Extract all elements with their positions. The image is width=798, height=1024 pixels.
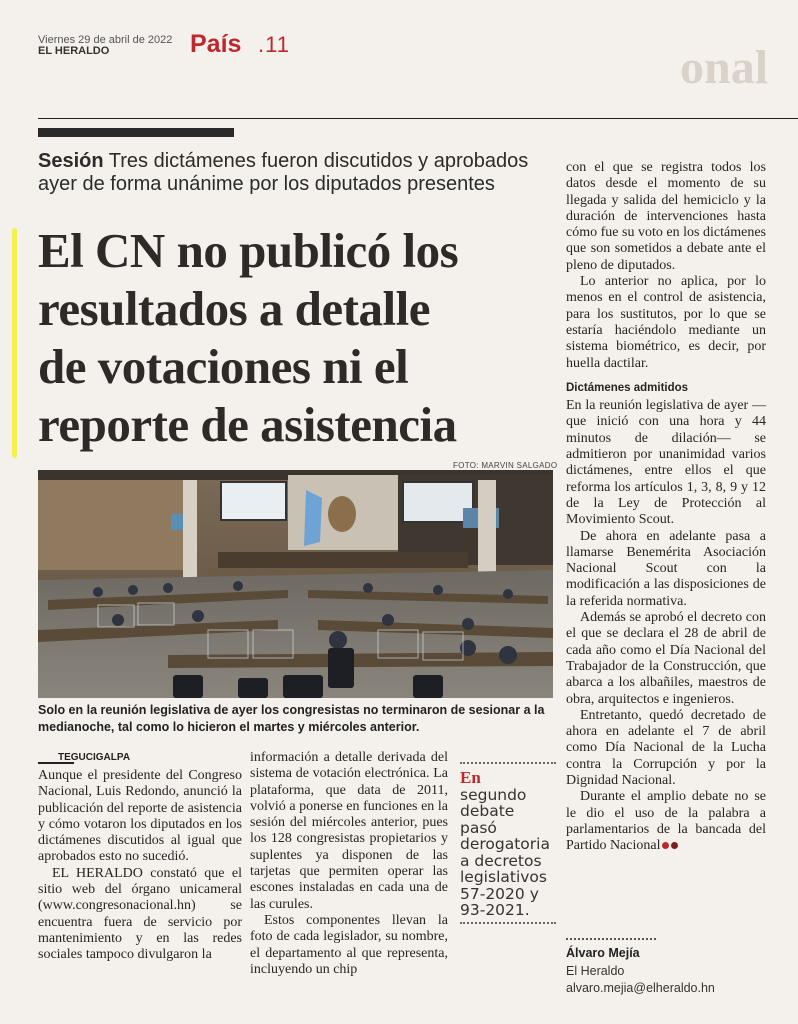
pullquote-text: segundo debate pasó derogatoria a decretos legislativos 57-2020 y 93-2021. <box>460 785 550 919</box>
highlighter-mark <box>12 228 17 458</box>
photo-credit: FOTO: MARVIN SALGADO <box>453 461 558 470</box>
paragraph: En la reunión legislativa de ayer —que inició con una hora y 44 minutos de dilación— se admitieron por unanimidad varios dictámenes, entre ellos el que reforma los artículos 1, 3, 8, 9 y 12 de la Ley de Protección al Movimiento Scout. <box>566 398 766 528</box>
paragraph: De ahora en adelante pasa a llamarse Benemérita Asociación Nacional Scout con la modificación a las disposiciones de la referida normativa. <box>566 528 766 609</box>
paragraph: Además se aprobó el decreto con el que se declara el 28 de abril de cada año como el Día Nacional del Trabajador de la Construcción, que abarca a los albañiles, maestros de obra, arquitectos e ingenieros. <box>566 610 766 707</box>
author-rule <box>566 938 656 940</box>
headline-line: resultados a detalle <box>38 281 430 336</box>
paragraph: información a detalle derivada del sistema de votación electrónica. La plataforma, que data de 2011, volvió a ponerse en funciones en la sesión del miércoles anterior, pues los 128 congresistas propietarios y suplentes ya disponen de las tarjetas que permiten operar las escones instaladas en cada una de las curules. <box>250 750 448 912</box>
bleed-through-text: onal <box>680 41 769 94</box>
top-rule <box>38 118 798 119</box>
section-title: País <box>190 30 242 58</box>
paragraph: con el que se registra todos los datos desde el momento de su llegada y salida del hemiciclo y la duración de intervenciones hasta cómo fue su voto en los dictámenes que son sometidos a debate ante el pleno de diputados. <box>566 160 766 273</box>
author-paper: El Heraldo <box>566 964 625 978</box>
pullquote <box>460 770 556 919</box>
article-column-1 <box>38 768 242 964</box>
pullquote-rule-bottom <box>460 922 556 924</box>
headline <box>38 222 563 454</box>
headline-line: de votaciones ni el <box>38 339 409 394</box>
pullquote-rule-top <box>460 762 556 764</box>
dateline: TEGUCIGALPA <box>58 752 131 763</box>
subheading: Dictámenes admitidos <box>566 381 689 394</box>
paragraph: Entretanto, quedó decretado de ahora en adelante el 7 de abril como Día Nacional de la Lucha contra la Corrupción y por la Dignidad Nacional. <box>566 707 766 788</box>
paragraph: EL HERALDO constató que el sitio web del órgano unicameral (www.congresonacional.hn) se encuentra fuera de servicio por mantenimiento y en las redes sociales tampoco divulgaron la <box>38 865 242 963</box>
section-bar <box>38 128 234 137</box>
paragraph-text: Durante el amplio debate no se le dio el uso de la palabra a parlamentarios de la bancada del Partido Nacional <box>566 789 766 854</box>
article-column-2 <box>250 750 448 978</box>
headline-line: El CN no publicó los <box>38 223 459 278</box>
kicker <box>38 150 558 196</box>
congress-photo <box>38 470 553 698</box>
paragraph: Lo anterior no aplica, por lo menos en el control de asistencia, para los sustitutos, por lo que se estaría haciéndolo mediante un sistema biométrico, es decir, por huella dactilar. <box>566 274 766 371</box>
congress-chamber-illustration <box>38 470 553 698</box>
page-number: .11 <box>258 32 290 57</box>
paragraph: Aunque el presidente del Congreso Nacional, Luis Redondo, anunció la publicación del reporte de asistencia y cómo votaron los diputados en los dictámenes discutidos al igual que aprobados esto no sucedió. <box>38 768 242 865</box>
issue-date: Viernes 29 de abril de 2022 <box>38 34 173 46</box>
kicker-text: Tres dictámenes fueron discutidos y aprobados ayer de forma unánime por los diputados presentes <box>38 150 529 195</box>
author-email[interactable]: alvaro.mejia@elheraldo.hn <box>566 981 715 995</box>
paragraph-last <box>566 789 766 854</box>
pullquote-lead: En <box>460 768 481 787</box>
newspaper-name: EL HERALDO <box>38 45 110 57</box>
paragraph: Estos componentes llevan la foto de cada legislador, su nombre, el departamento al que representa, incluyendo un chip <box>250 912 448 977</box>
kicker-label: Sesión <box>38 150 104 172</box>
end-mark-icon <box>671 842 678 849</box>
photo-caption: Solo en la reunión legislativa de ayer los congresistas no terminaron de sesionar a la medianoche, tal como lo hicieron el martes y miércoles anterior. <box>38 703 545 734</box>
headline-line: reporte de asistencia <box>38 397 457 452</box>
article-column-3 <box>566 160 766 854</box>
author-name: Álvaro Mejía <box>566 946 640 960</box>
end-mark-icon <box>662 842 669 849</box>
